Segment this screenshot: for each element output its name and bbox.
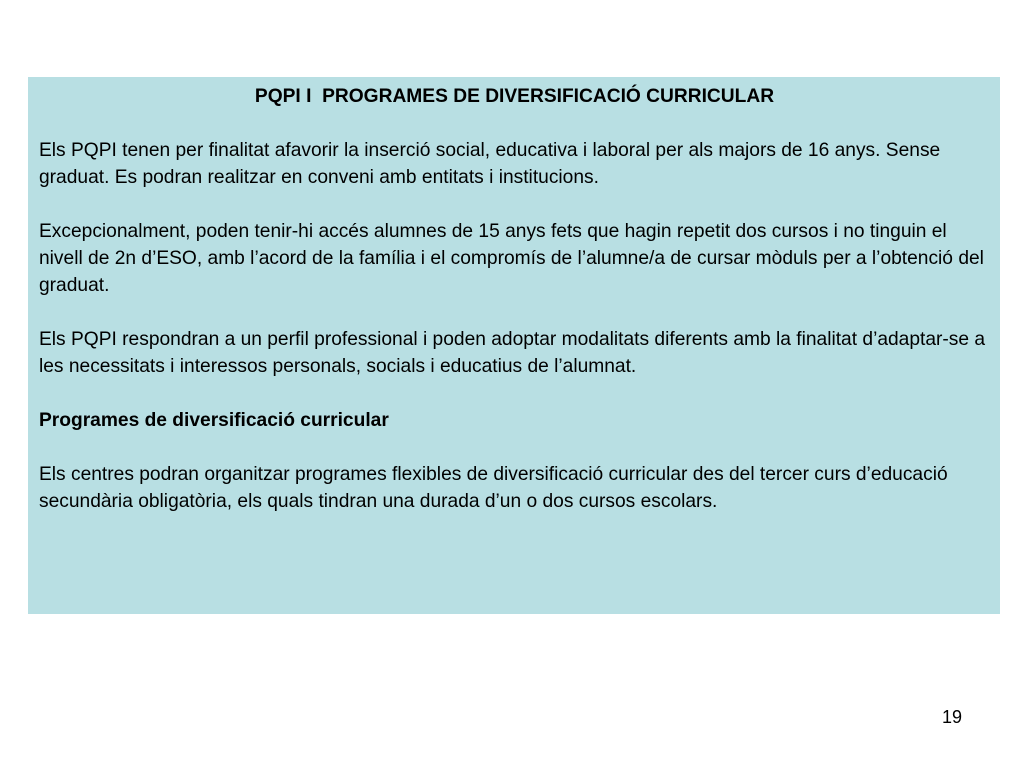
page-number: 19 (941, 707, 962, 727)
subheading-diversification: Programes de diversificació curricular (39, 410, 389, 431)
slide-title: PQPI I PROGRAMES DE DIVERSIFICACIÓ CURRICULAR (254, 86, 775, 107)
content-box (28, 77, 1000, 614)
paragraph-pqpi-purpose: Els PQPI tenen per finalitat afavorir la inserció social, educativa i laboral per als majors de 16 anys. Sense graduat. Es podran realitzar en conveni amb entitats i institucions. (39, 140, 941, 188)
paragraph-professional-profile: Els PQPI respondran a un perfil professional i poden adoptar modalitats diferents amb la finalitat d’adaptar-se a les necessitats i interessos personals, socials i educatius de l’alumnat. (39, 329, 986, 377)
paragraph-exceptional-access: Excepcionalment, poden tenir-hi accés alumnes de 15 anys fets que hagin repetit dos cursos i no tinguin el nivell de 2n d’ESO, amb l’acord de la família i el compromís de l’alumne/a de cursar mòduls per a l’obtenció del graduat. (39, 221, 984, 296)
paragraph-diversification-programs: Els centres podran organitzar programes flexibles de diversificació curricular des del tercer curs d’educació secundària obligatòria, els quals tindran una durada d’un o dos cursos escolars. (39, 464, 948, 512)
